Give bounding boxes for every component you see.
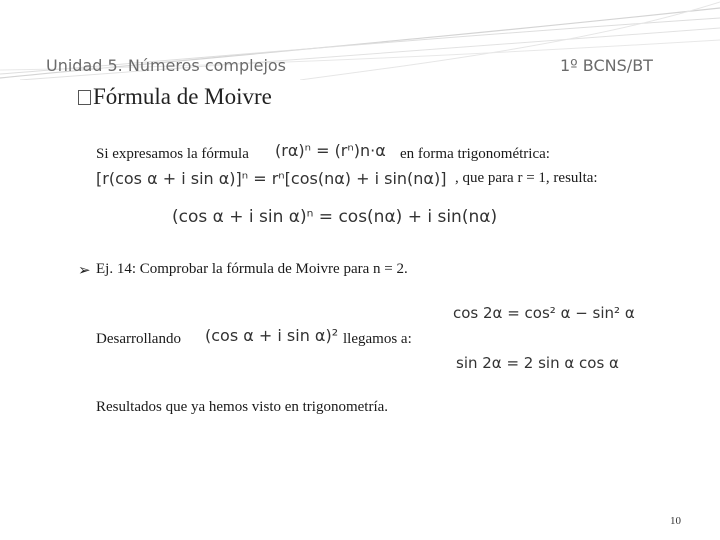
develop-expression: (cos α + i sin α)² [205, 326, 339, 345]
arrow-bullet-icon: ➢ [78, 261, 91, 279]
trig-formula: [r(cos α + i sin α)]ⁿ = rⁿ[cos(nα) + i sin(nα)] [96, 169, 447, 188]
power-formula: (rα)ⁿ = (rⁿ)n·α [275, 141, 386, 160]
bullet-box-icon [78, 90, 91, 105]
condition-text: , que para r = 1, resulta: [455, 170, 598, 186]
reach-text: llegamos a: [343, 331, 412, 347]
example-label: Ej. 14: Comprobar la fórmula de Moivre para n = 2. [96, 261, 408, 277]
result-sin: sin 2α = 2 sin α cos α [456, 354, 619, 372]
section-title: Fórmula de Moivre [93, 84, 272, 109]
course-label: 1º BCNS/BT [560, 56, 653, 75]
conclusion-text: Resultados que ya hemos visto en trigonometría. [96, 399, 389, 415]
unit-title: Unidad 5. Números complejos [46, 56, 287, 75]
moivre-formula: (cos α + i sin α)ⁿ = cos(nα) + i sin(nα) [172, 207, 498, 227]
page-number: 10 [670, 515, 681, 527]
result-cos: cos 2α = cos² α − sin² α [453, 304, 635, 322]
intro-text: Si expresamos la fórmula [96, 146, 249, 162]
trig-form-text: en forma trigonométrica: [400, 146, 550, 162]
develop-text: Desarrollando [96, 331, 181, 347]
